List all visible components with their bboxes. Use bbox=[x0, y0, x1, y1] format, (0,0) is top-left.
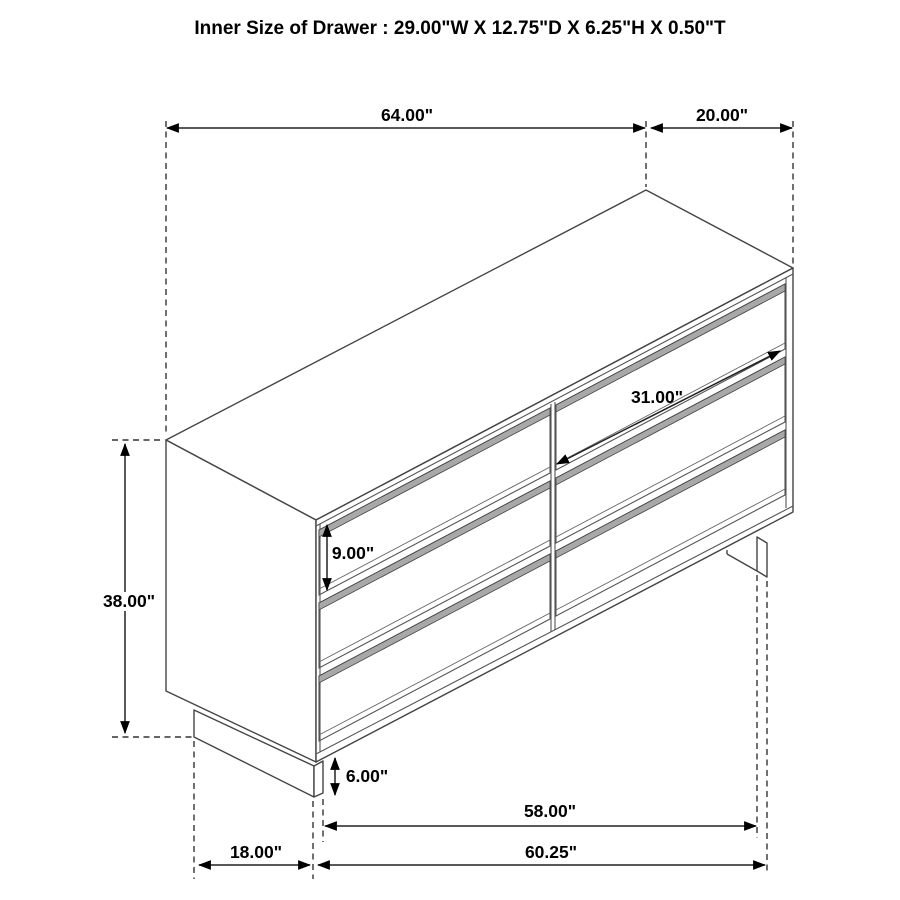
dim-drawer-width-label: 31.00" bbox=[630, 387, 684, 407]
dim-base-depth-label: 18.00" bbox=[229, 842, 283, 862]
dim-overall-height-label: 38.00" bbox=[102, 591, 156, 611]
dim-base-height-label: 6.00" bbox=[345, 766, 389, 786]
dim-base-front-width-label: 58.00" bbox=[523, 801, 577, 821]
dim-bottom-width-label: 60.25" bbox=[524, 842, 578, 862]
dim-drawer-height-label: 9.00" bbox=[331, 543, 375, 563]
dresser-isometric-drawing bbox=[166, 190, 793, 797]
dim-top-depth-label: 20.00" bbox=[695, 105, 749, 125]
diagram-title: Inner Size of Drawer : 29.00"W X 12.75"D X 6.25"H X 0.50"T bbox=[194, 18, 726, 39]
dim-top-width-label: 64.00" bbox=[380, 105, 434, 125]
